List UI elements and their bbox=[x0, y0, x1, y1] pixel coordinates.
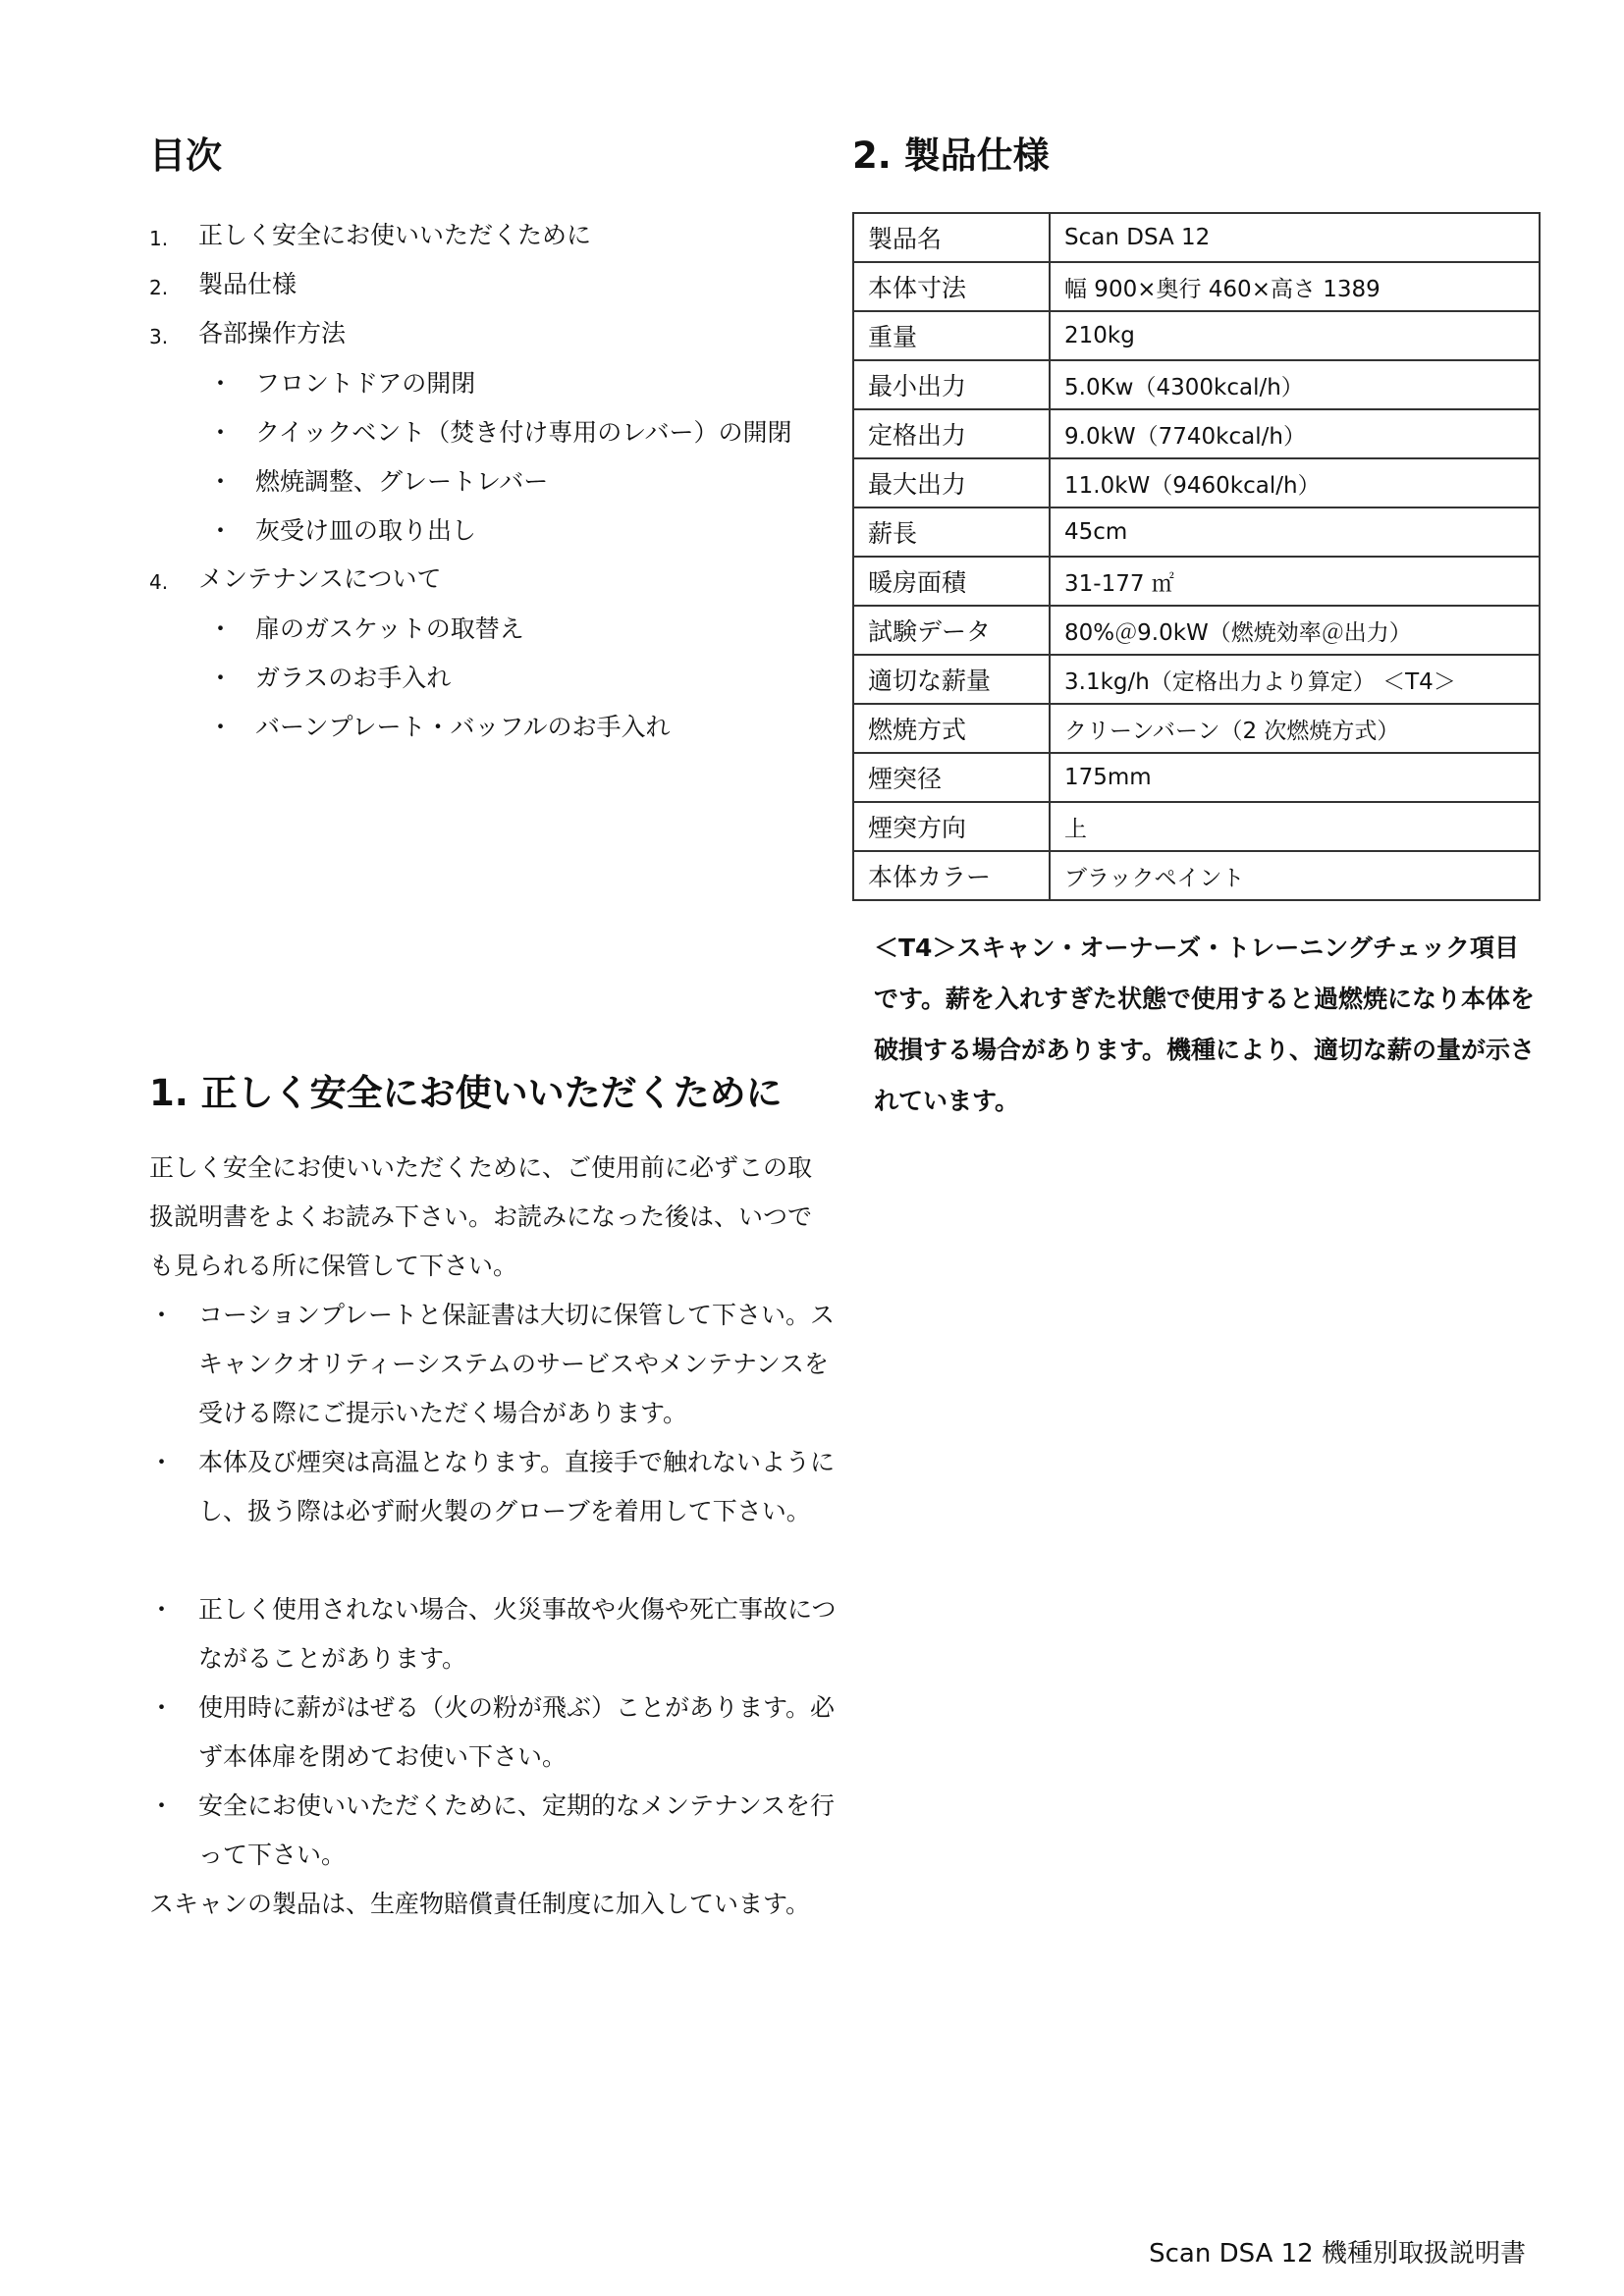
toc-item-number: 4. bbox=[149, 570, 169, 594]
left-column bbox=[149, 128, 837, 1918]
section1-title: 1. 正しく安全にお使いいただくために bbox=[149, 1072, 783, 1114]
spec-row bbox=[853, 851, 1540, 900]
toc-subitem-label: クイックベント（焚き付け専用のレバー）の開閉 bbox=[255, 418, 792, 447]
toc-subitem bbox=[149, 658, 827, 707]
spec-value: 210kg bbox=[1050, 311, 1540, 360]
toc-subitem bbox=[149, 363, 827, 412]
spec-value: 31-177 ㎡ bbox=[1050, 557, 1540, 606]
section1-intro: 正しく安全にお使いいただくために、ご使用前に必ずこの取扱説明書をよくお読み下さい。お読みになった後は、いつでも見られる所に保管して下さい。 bbox=[149, 1153, 813, 1280]
toc-bullet: ・ bbox=[208, 664, 234, 692]
spec-row bbox=[853, 311, 1540, 360]
toc-bullet: ・ bbox=[208, 418, 234, 447]
toc-subitem-label: バーンプレート・バッフルのお手入れ bbox=[255, 713, 671, 741]
toc-list bbox=[149, 216, 827, 756]
t4-note: ＜T4＞スキャン・オーナーズ・トレーニングチェック項目です。薪を入れすぎた状態で使用すると過燃焼になり本体を破損する場合があります。機種により、適切な薪の量が示されています。 bbox=[874, 934, 1536, 1115]
toc-subitem-label: 燃焼調整、グレートレバー bbox=[255, 467, 549, 496]
toc-bullet: ・ bbox=[208, 369, 234, 398]
spec-row bbox=[853, 409, 1540, 458]
spec-table bbox=[852, 212, 1541, 901]
toc-subitem bbox=[149, 412, 827, 461]
toc-title: 目次 bbox=[149, 134, 222, 177]
bullet-dot: ・ bbox=[149, 1791, 175, 1820]
bullet-text: 本体及び煙突は高温となります。直接手で触れないようにし、扱う際は必ず耐火製のグローブを着用して下さい。 bbox=[198, 1448, 836, 1525]
toc-bullet: ・ bbox=[208, 713, 234, 741]
spec-row bbox=[853, 458, 1540, 507]
spec-row bbox=[853, 802, 1540, 851]
spec-key: 最大出力 bbox=[853, 458, 1050, 507]
spec-value: 幅 900×奥行 460×高さ 1389 bbox=[1050, 262, 1540, 311]
toc-subitem bbox=[149, 461, 827, 510]
toc-subitem-label: 扉のガスケットの取替え bbox=[255, 614, 524, 643]
spec-value: 45cm bbox=[1050, 507, 1540, 557]
spec-row bbox=[853, 507, 1540, 557]
toc-item-number: 1. bbox=[149, 227, 169, 250]
spec-key: 燃焼方式 bbox=[853, 704, 1050, 753]
toc-item-label: 正しく安全にお使いいただくために bbox=[198, 221, 592, 249]
spec-row bbox=[853, 704, 1540, 753]
toc-item-label: 製品仕様 bbox=[198, 270, 298, 298]
page-footer: Scan DSA 12 機種別取扱説明書 bbox=[1149, 2239, 1526, 2269]
spec-key: 製品名 bbox=[853, 213, 1050, 262]
spec-key: 最小出力 bbox=[853, 360, 1050, 409]
spec-key: 煙突径 bbox=[853, 753, 1050, 802]
toc-subitem-label: ガラスのお手入れ bbox=[255, 664, 452, 692]
bullet-text: 使用時に薪がはぜる（火の粉が飛ぶ）ことがあります。必ず本体扉を閉めてお使い下さい。 bbox=[198, 1693, 836, 1771]
spec-key: 定格出力 bbox=[853, 409, 1050, 458]
spec-key: 適切な薪量 bbox=[853, 655, 1050, 704]
spec-key: 本体カラー bbox=[853, 851, 1050, 900]
toc-item bbox=[149, 265, 827, 314]
toc-subitem bbox=[149, 707, 827, 756]
toc-item bbox=[149, 216, 827, 265]
spec-value: 上 bbox=[1050, 802, 1540, 851]
right-column bbox=[852, 128, 1540, 1115]
toc-bullet: ・ bbox=[208, 614, 234, 643]
bullet-text: 正しく使用されない場合、火災事故や火傷や死亡事故につながることがあります。 bbox=[198, 1595, 837, 1673]
bullet-dot: ・ bbox=[149, 1301, 175, 1329]
spec-value: 3.1kg/h（定格出力より算定） ＜T4＞ bbox=[1050, 655, 1540, 704]
bullet-text: 安全にお使いいただくために、定期的なメンテナンスを行って下さい。 bbox=[198, 1791, 836, 1869]
spec-key: 暖房面積 bbox=[853, 557, 1050, 606]
spec-row bbox=[853, 557, 1540, 606]
spec-value: 9.0kW（7740kcal/h） bbox=[1050, 409, 1540, 458]
toc-item-number: 2. bbox=[149, 276, 169, 299]
toc-subitem-label: 灰受け皿の取り出し bbox=[255, 516, 477, 545]
spec-row bbox=[853, 262, 1540, 311]
spec-key: 本体寸法 bbox=[853, 262, 1050, 311]
spec-row bbox=[853, 753, 1540, 802]
spec-value: ブラックペイント bbox=[1050, 851, 1540, 900]
spec-value: クリーンバーン（2 次燃焼方式） bbox=[1050, 704, 1540, 753]
toc-subitem bbox=[149, 510, 827, 560]
bullet-dot: ・ bbox=[149, 1693, 175, 1722]
section1-closing: スキャンの製品は、生産物賠償責任制度に加入しています。 bbox=[149, 1890, 811, 1918]
toc-item bbox=[149, 314, 827, 363]
toc-subitem-label: フロントドアの開閉 bbox=[255, 369, 476, 398]
toc-subitem bbox=[149, 609, 827, 658]
bullet-dot: ・ bbox=[149, 1595, 175, 1624]
spec-value: 5.0Kw（4300kcal/h） bbox=[1050, 360, 1540, 409]
toc-item-label: メンテナンスについて bbox=[198, 564, 442, 593]
toc-bullet: ・ bbox=[208, 516, 234, 545]
spec-key: 煙突方向 bbox=[853, 802, 1050, 851]
toc-item-label: 各部操作方法 bbox=[198, 319, 347, 347]
toc-item bbox=[149, 560, 827, 609]
toc-bullet: ・ bbox=[208, 467, 234, 496]
spec-row bbox=[853, 213, 1540, 262]
spec-row bbox=[853, 360, 1540, 409]
spec-value: 80%＠9.0kW（燃焼効率＠出力） bbox=[1050, 606, 1540, 655]
bullet-dot: ・ bbox=[149, 1448, 175, 1476]
bullet-text: コーションプレートと保証書は大切に保管して下さい。スキャンクオリティーシステムのサービスやメンテナンスを受ける際にご提示いただく場合があります。 bbox=[198, 1301, 836, 1427]
spec-value: 11.0kW（9460kcal/h） bbox=[1050, 458, 1540, 507]
spec-key: 重量 bbox=[853, 311, 1050, 360]
spec-row bbox=[853, 655, 1540, 704]
spec-key: 薪長 bbox=[853, 507, 1050, 557]
section2-title: 2. 製品仕様 bbox=[852, 134, 1050, 177]
spec-row bbox=[853, 606, 1540, 655]
toc-item-number: 3. bbox=[149, 325, 169, 348]
spec-value: 175mm bbox=[1050, 753, 1540, 802]
spec-value: Scan DSA 12 bbox=[1050, 213, 1540, 262]
spec-key: 試験データ bbox=[853, 606, 1050, 655]
